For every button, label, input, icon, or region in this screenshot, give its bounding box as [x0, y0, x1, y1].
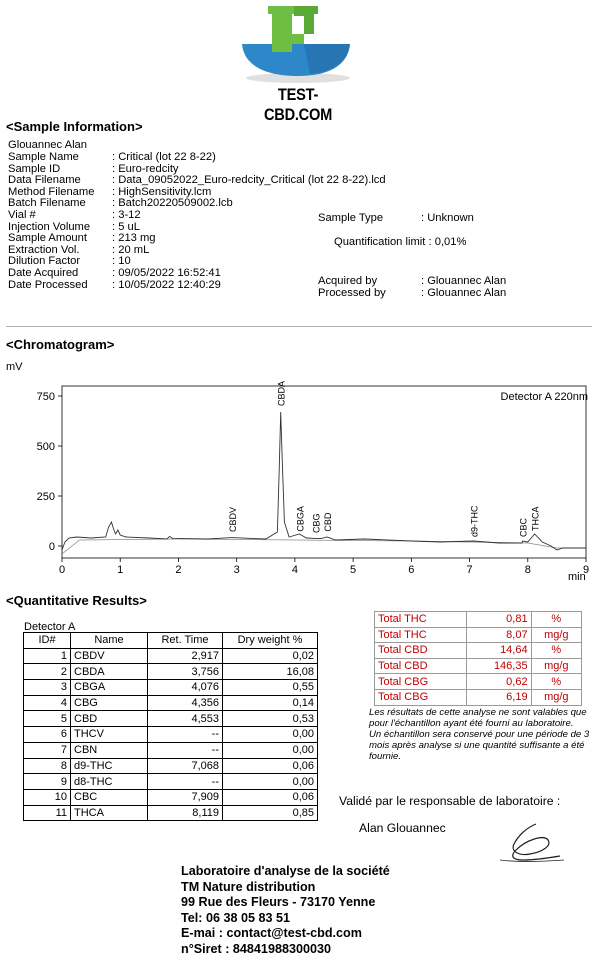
peak-label: CBDV: [228, 507, 238, 532]
chromatogram-heading: <Chromatogram>: [6, 337, 114, 352]
col-header-dry-weight: Dry weight %: [223, 633, 318, 649]
cell-name: CBN: [71, 742, 148, 758]
col-header-id: ID#: [24, 633, 71, 649]
peak-label: CBD: [323, 512, 333, 532]
cell-dry-weight: 0,00: [223, 727, 318, 743]
y-tick-label: 250: [37, 491, 55, 503]
info-value: : Batch20220509002.lcb: [112, 198, 386, 210]
total-unit: %: [531, 674, 581, 690]
cell-name: CBDV: [71, 648, 148, 664]
info-label: Data Filename: [8, 175, 94, 187]
cell-name: d8-THC: [71, 774, 148, 790]
total-unit: mg/g: [531, 658, 581, 674]
cell-ret-time: 4,076: [148, 680, 223, 696]
info-value: : Euro-redcity: [112, 164, 386, 176]
info-value: : 09/05/2022 16:52:41: [112, 268, 386, 280]
analyst-name: Glouannec Alan: [8, 140, 87, 152]
y-axis-unit: mV: [6, 361, 23, 373]
y-tick-label: 750: [37, 391, 55, 403]
disclaimer-line-1: Les résultats de cette analyse ne sont valables que pour l'échantillon ayant été fourni au laboratoire.: [369, 707, 594, 729]
cell-name: THCV: [71, 727, 148, 743]
table-row: [24, 648, 318, 664]
cell-id: 7: [24, 742, 71, 758]
quantification-limit: Quantification limit : 0,01%: [334, 237, 466, 249]
info-value: : HighSensitivity.lcm: [112, 187, 386, 199]
info-value: : 213 mg: [112, 233, 386, 245]
results-table: [23, 632, 318, 821]
cell-ret-time: --: [148, 727, 223, 743]
info-label: Sample ID: [8, 164, 94, 176]
cell-dry-weight: 0,55: [223, 680, 318, 696]
table-row: [24, 664, 318, 680]
total-value: 8,07: [466, 627, 531, 643]
peak-label: CBG: [312, 513, 322, 533]
info-label: Date Processed: [8, 280, 94, 292]
cell-ret-time: 3,756: [148, 664, 223, 680]
x-tick-label: 6: [408, 564, 414, 576]
validator-name: Alan Glouannec: [359, 821, 446, 835]
sample-type-label: Sample Type: [318, 213, 383, 225]
cell-name: CBG: [71, 695, 148, 711]
detector-label: Detector A 220nm: [501, 391, 588, 403]
x-tick-label: 2: [175, 564, 181, 576]
info-label: Injection Volume: [8, 222, 94, 234]
cell-name: CBD: [71, 711, 148, 727]
x-tick-label: 4: [292, 564, 298, 576]
cell-id: 5: [24, 711, 71, 727]
total-unit: mg/g: [531, 627, 581, 643]
cell-id: 11: [24, 805, 71, 821]
sample-info-labels: [8, 152, 94, 291]
info-value: : Data_09052022_Euro-redcity_Critical (lot 22 8-22).lcd: [112, 175, 386, 187]
total-value: 6,19: [466, 689, 531, 705]
total-value: 0,62: [466, 674, 531, 690]
info-value: : Critical (lot 22 8-22): [112, 152, 386, 164]
lab-footer: [181, 864, 390, 957]
total-unit: %: [531, 612, 581, 628]
table-row: [24, 805, 318, 821]
cell-id: 2: [24, 664, 71, 680]
x-axis-unit: min: [568, 571, 586, 583]
cell-id: 8: [24, 758, 71, 774]
info-value: : 3-12: [112, 210, 386, 222]
total-value: 0,81: [466, 612, 531, 628]
peak-label: CBDA: [277, 381, 287, 406]
total-value: 14,64: [466, 643, 531, 659]
cell-dry-weight: 0,14: [223, 695, 318, 711]
sample-type-value: : Unknown: [421, 213, 474, 225]
x-tick-label: 9: [583, 564, 589, 576]
total-row: [375, 627, 582, 643]
cell-dry-weight: 16,08: [223, 664, 318, 680]
col-header-name: Name: [71, 633, 148, 649]
cell-dry-weight: 0,00: [223, 742, 318, 758]
info-value: : 5 uL: [112, 222, 386, 234]
footer-line: 99 Rue des Fleurs - 73170 Yenne: [181, 895, 390, 911]
info-label: Batch Filename: [8, 198, 94, 210]
total-value: 146,35: [466, 658, 531, 674]
info-value: : 20 mL: [112, 245, 386, 257]
footer-line: Laboratoire d'analyse de la société: [181, 864, 390, 880]
x-tick-label: 1: [117, 564, 123, 576]
processed-by-value: : Glouannec Alan: [421, 288, 506, 300]
peak-label: THCA: [531, 507, 541, 532]
total-label: Total CBG: [375, 674, 467, 690]
cell-ret-time: --: [148, 742, 223, 758]
table-row: [24, 742, 318, 758]
info-label: Sample Amount: [8, 233, 94, 245]
acquired-by-label: Acquired by: [318, 276, 377, 288]
info-label: Vial #: [8, 210, 94, 222]
sample-info-heading: <Sample Information>: [6, 119, 143, 134]
total-row: [375, 674, 582, 690]
x-tick-label: 5: [350, 564, 356, 576]
flask-logo-icon: [232, 4, 364, 84]
signature-image: [496, 820, 568, 864]
validation-text: Validé par le responsable de laboratoire :: [339, 794, 560, 808]
cell-id: 6: [24, 727, 71, 743]
y-tick-label: 0: [49, 541, 55, 553]
cell-dry-weight: 0,06: [223, 758, 318, 774]
disclaimer-line-2: Un échantillon sera conservé pour une période de 3 mois après analyse si une quantité suffisante a été fournie.: [369, 729, 594, 762]
table-row: [24, 711, 318, 727]
logo-text: TEST-CBD.COM: [245, 85, 352, 125]
x-tick-label: 8: [525, 564, 531, 576]
info-label: Extraction Vol.: [8, 245, 94, 257]
total-label: Total CBD: [375, 643, 467, 659]
peak-label: d9-THC: [470, 505, 480, 537]
totals-table: [374, 611, 582, 706]
info-label: Date Acquired: [8, 268, 94, 280]
info-label: Sample Name: [8, 152, 94, 164]
total-row: [375, 658, 582, 674]
table-row: [24, 758, 318, 774]
x-tick-label: 3: [234, 564, 240, 576]
cell-name: CBC: [71, 789, 148, 805]
cell-dry-weight: 0,02: [223, 648, 318, 664]
col-header-ret-time: Ret. Time: [148, 633, 223, 649]
total-label: Total THC: [375, 627, 467, 643]
cell-ret-time: --: [148, 774, 223, 790]
footer-line: E-mai : contact@test-cbd.com: [181, 926, 390, 942]
table-row: [24, 789, 318, 805]
cell-dry-weight: 0,53: [223, 711, 318, 727]
info-value: : 10: [112, 256, 386, 268]
company-logo: [232, 4, 364, 108]
cell-dry-weight: 0,00: [223, 774, 318, 790]
cell-ret-time: 7,909: [148, 789, 223, 805]
total-row: [375, 689, 582, 705]
table-row: [24, 727, 318, 743]
cell-name: d9-THC: [71, 758, 148, 774]
cell-ret-time: 4,553: [148, 711, 223, 727]
cell-name: THCA: [71, 805, 148, 821]
cell-id: 10: [24, 789, 71, 805]
total-label: Total CBG: [375, 689, 467, 705]
total-unit: mg/g: [531, 689, 581, 705]
table-row: [24, 774, 318, 790]
info-label: Method Filename: [8, 187, 94, 199]
cell-name: CBDA: [71, 664, 148, 680]
info-value: : 10/05/2022 12:40:29: [112, 280, 386, 292]
detector-a-label: Detector A: [24, 621, 75, 633]
chromatogram-plot: [0, 352, 596, 584]
footer-line: TM Nature distribution: [181, 880, 390, 896]
cell-name: CBGA: [71, 680, 148, 696]
processed-by-label: Processed by: [318, 288, 386, 300]
footer-line: Tel: 06 38 05 83 51: [181, 911, 390, 927]
acquired-by-value: : Glouannec Alan: [421, 276, 506, 288]
cell-id: 4: [24, 695, 71, 711]
x-tick-label: 7: [466, 564, 472, 576]
cell-dry-weight: 0,85: [223, 805, 318, 821]
quant-results-heading: <Quantitative Results>: [6, 593, 147, 608]
total-label: Total CBD: [375, 658, 467, 674]
peak-label: CBC: [518, 517, 528, 537]
cell-ret-time: 8,119: [148, 805, 223, 821]
results-disclaimer: [369, 707, 594, 762]
cell-ret-time: 4,356: [148, 695, 223, 711]
section-divider: [6, 326, 592, 327]
cell-id: 9: [24, 774, 71, 790]
cell-ret-time: 2,917: [148, 648, 223, 664]
peak-label: CBGA: [295, 506, 305, 532]
total-row: [375, 612, 582, 628]
total-row: [375, 643, 582, 659]
x-tick-label: 0: [59, 564, 65, 576]
baseline-trace: [62, 539, 586, 554]
table-row: [24, 695, 318, 711]
footer-line: n°Siret : 84841988300030: [181, 942, 390, 957]
info-label: Dilution Factor: [8, 256, 94, 268]
table-row: [24, 680, 318, 696]
cell-ret-time: 7,068: [148, 758, 223, 774]
cell-id: 3: [24, 680, 71, 696]
total-unit: %: [531, 643, 581, 659]
y-tick-label: 500: [37, 441, 55, 453]
cell-id: 1: [24, 648, 71, 664]
cell-dry-weight: 0,06: [223, 789, 318, 805]
total-label: Total THC: [375, 612, 467, 628]
